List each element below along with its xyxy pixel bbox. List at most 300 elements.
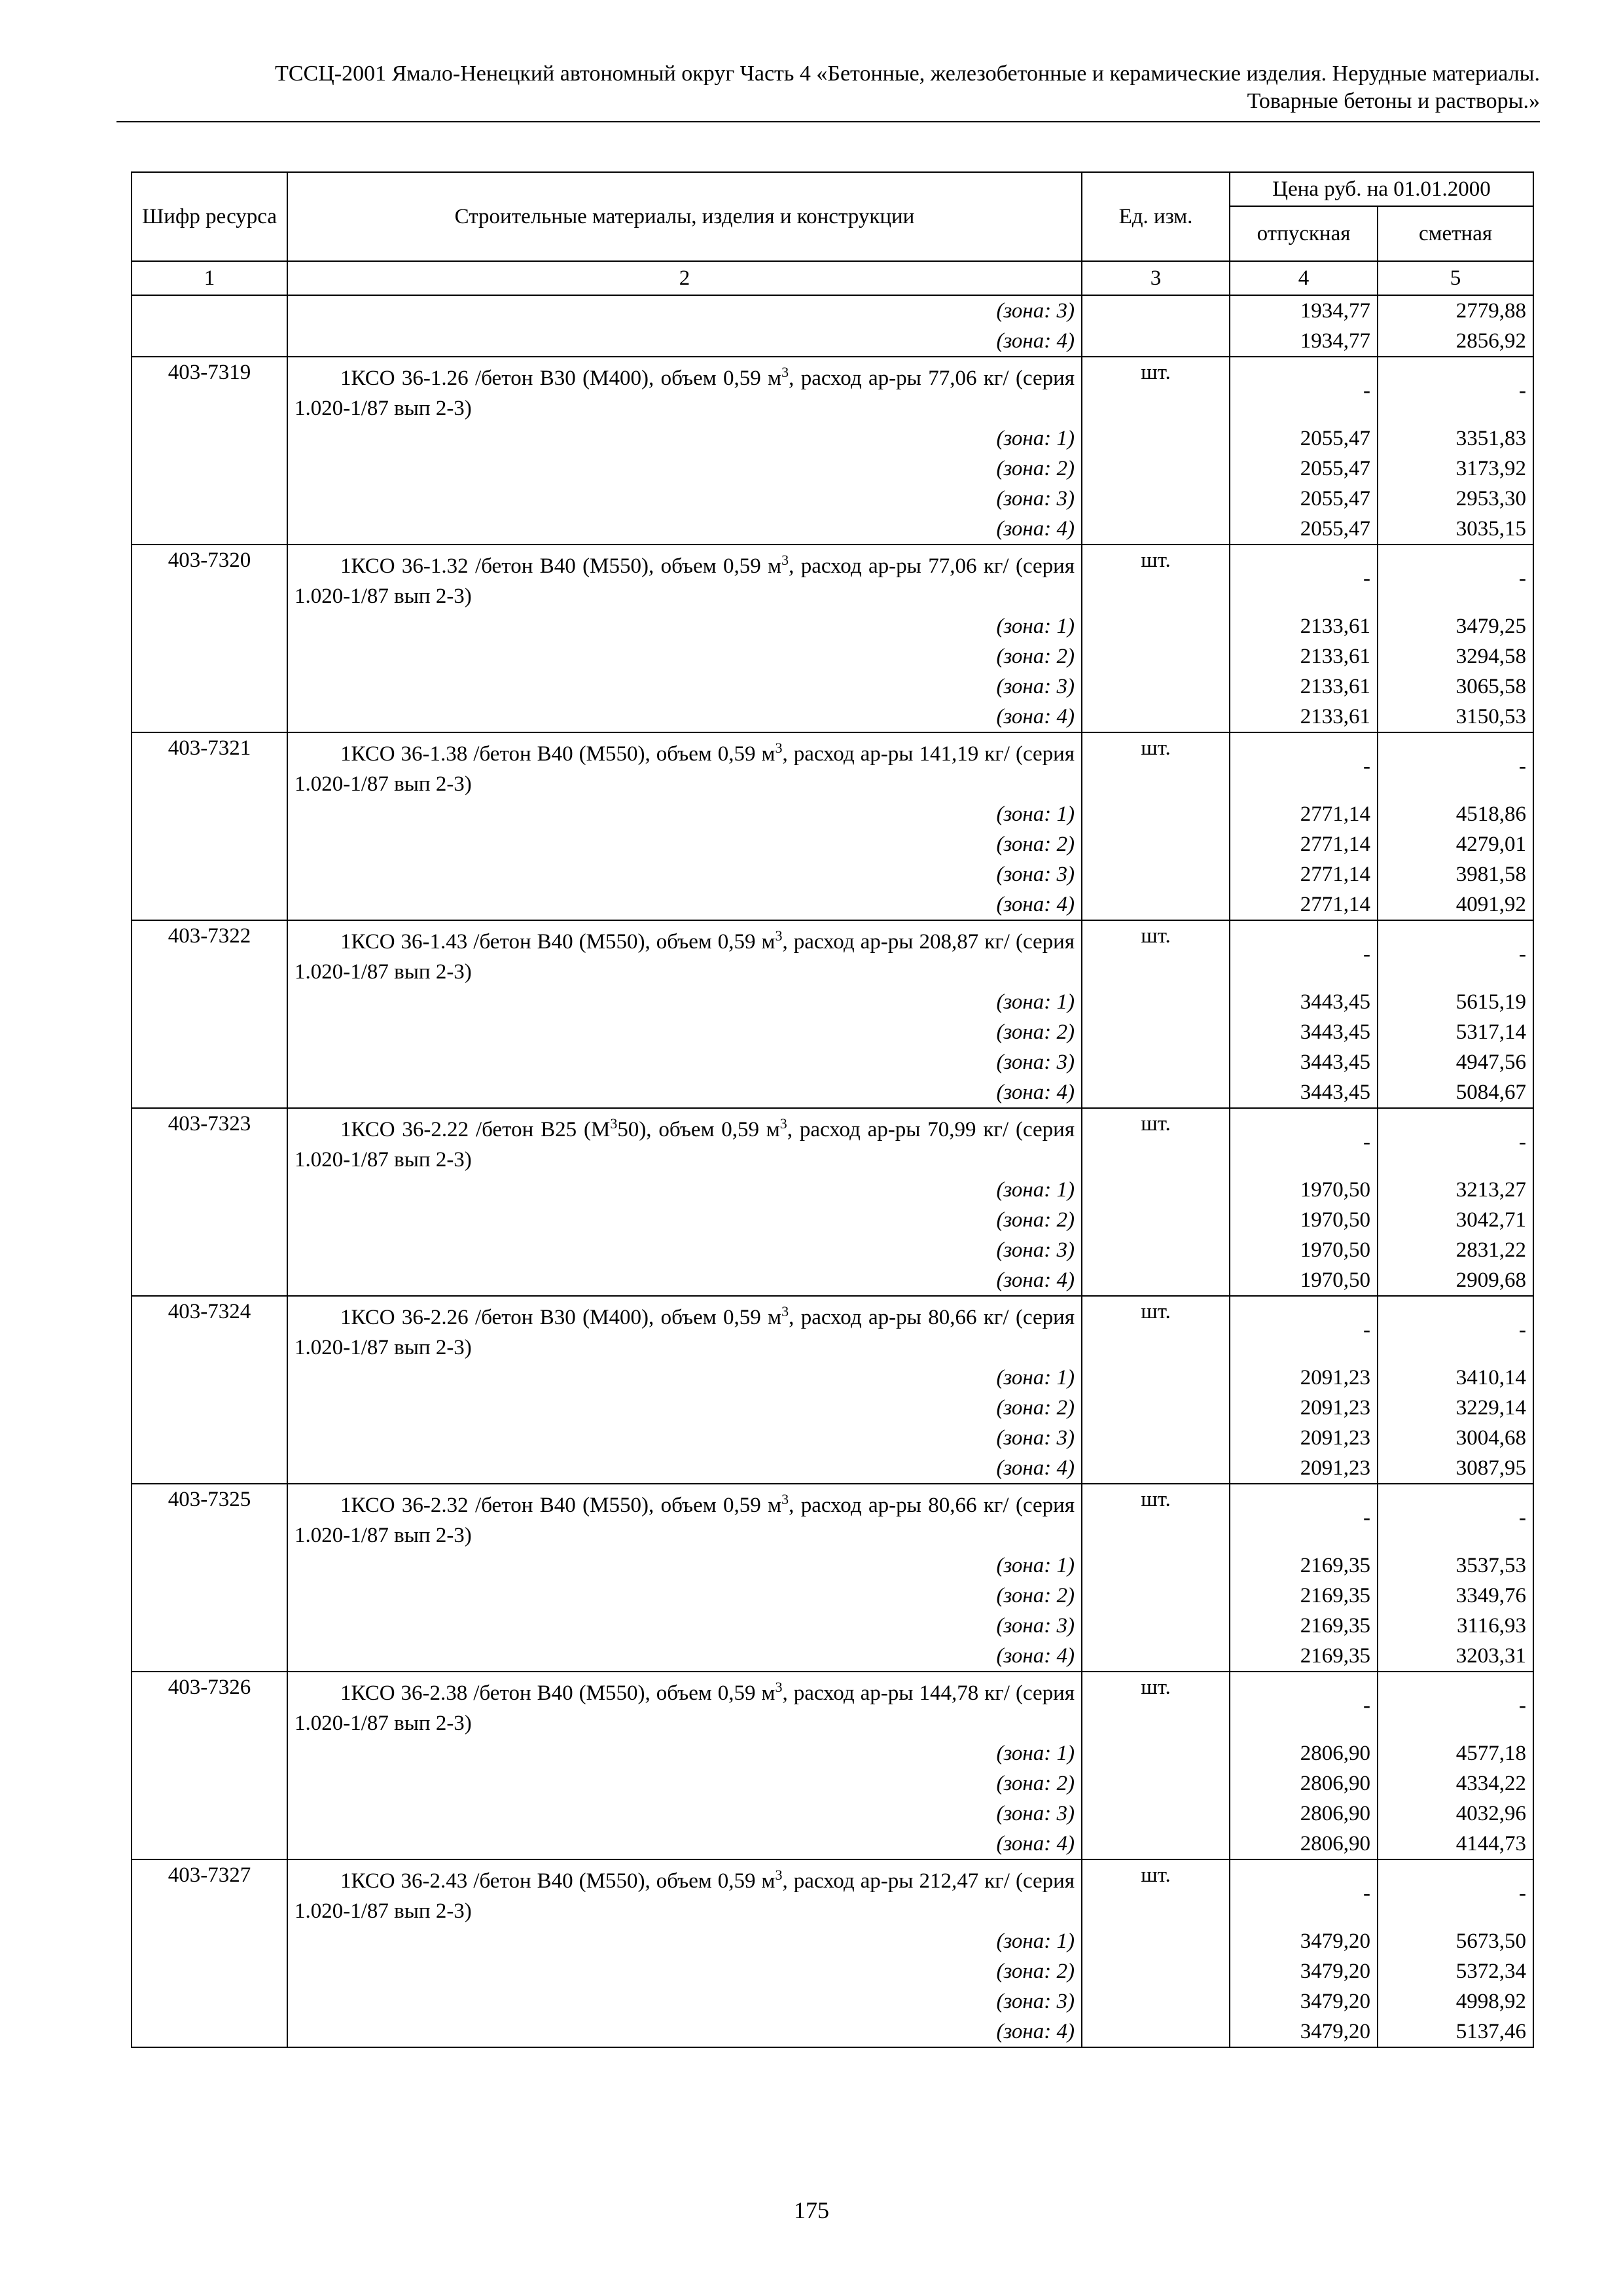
zone-label: (зона: 4) [287,1077,1082,1108]
estimate-price: - [1378,1108,1533,1175]
empty-cell [1082,1581,1230,1611]
resource-code: 403-7321 [132,732,287,799]
resource-row [132,357,1533,423]
estimate-price: 3410,14 [1378,1363,1533,1393]
header-line-1: ТССЦ-2001 Ямало-Ненецкий автономный округ Часть 4 «Бетонные, железобетонные и керамические изделия. Нерудные материалы. [275,62,1540,86]
empty-cell [132,641,287,672]
wholesale-price: 2806,90 [1230,1738,1378,1768]
empty-cell [132,1641,287,1672]
empty-cell [1082,2017,1230,2047]
zone-label: (зона: 3) [287,1799,1082,1829]
empty-cell [1082,1829,1230,1859]
wholesale-price: - [1230,1484,1378,1551]
estimate-price: 3349,76 [1378,1581,1533,1611]
superscript: 3 [775,927,783,944]
zone-row [132,1363,1533,1393]
column-header-wholesale: отпускная [1230,206,1378,261]
zone-row [132,514,1533,545]
page-number: 175 [794,2197,829,2223]
zone-row [132,1235,1533,1265]
empty-cell [132,1768,287,1799]
estimate-price: 4334,22 [1378,1768,1533,1799]
wholesale-price: 2091,23 [1230,1393,1378,1423]
empty-cell [1082,423,1230,454]
zone-row [132,829,1533,859]
estimate-price: - [1378,1484,1533,1551]
wholesale-price: 2055,47 [1230,454,1378,484]
estimate-price: 2856,92 [1378,326,1533,357]
empty-cell [132,1423,287,1453]
header-line-2: Товарные бетоны и растворы.» [1247,89,1540,113]
description-text: , расход ар-ры 70,99 кг/ (серия 1.020-1/87 вып 2-3) [294,1118,1075,1172]
estimate-price: - [1378,1672,1533,1738]
empty-cell [1082,1641,1230,1672]
empty-cell [132,702,287,732]
resource-description [287,1296,1082,1363]
empty-cell [132,1017,287,1047]
empty-cell [132,1453,287,1484]
empty-cell [132,484,287,514]
zone-row [132,672,1533,702]
empty-cell [1082,1363,1230,1393]
empty-cell [1082,1423,1230,1453]
empty-cell [1082,1235,1230,1265]
resource-row [132,1296,1533,1363]
resource-description [287,920,1082,987]
wholesale-price: 1934,77 [1230,295,1378,326]
empty-cell [132,1986,287,2017]
wholesale-price: 2133,61 [1230,641,1378,672]
empty-cell [132,672,287,702]
zone-label: (зона: 1) [287,1363,1082,1393]
empty-cell [1082,672,1230,702]
superscript: 3 [781,364,789,380]
resource-description [287,732,1082,799]
description-text: , расход ар-ры 80,66 кг/ (серия 1.020-1/87 вып 2-3) [294,1494,1075,1547]
empty-cell [1082,1265,1230,1296]
resource-description [287,1484,1082,1551]
wholesale-price: 2133,61 [1230,702,1378,732]
description-text: 1КСО 36-1.26 /бетон В30 (М400), объем 0,59 м [340,367,782,390]
estimate-price: 4144,73 [1378,1829,1533,1859]
empty-cell [1082,514,1230,545]
wholesale-price: 2806,90 [1230,1799,1378,1829]
zone-row [132,611,1533,641]
wholesale-price: 3479,20 [1230,1956,1378,1986]
zone-label: (зона: 1) [287,799,1082,829]
zone-row [132,1799,1533,1829]
zone-row [132,1738,1533,1768]
wholesale-price: - [1230,545,1378,611]
empty-cell [132,1799,287,1829]
wholesale-price: 3479,20 [1230,2017,1378,2047]
superscript: 3 [775,740,783,756]
column-header-code: Шифр ресурса [132,172,287,261]
estimate-price: 3116,93 [1378,1611,1533,1641]
resource-description [287,1859,1082,1926]
empty-cell [1082,859,1230,889]
zone-row [132,1393,1533,1423]
unit: шт. [1082,732,1230,799]
estimate-price: - [1378,920,1533,987]
wholesale-price: - [1230,732,1378,799]
column-header-unit: Ед. изм. [1082,172,1230,261]
superscript: 3 [775,1679,783,1695]
unit: шт. [1082,1672,1230,1738]
estimate-price: 3150,53 [1378,702,1533,732]
zone-row [132,987,1533,1017]
wholesale-price: 2806,90 [1230,1768,1378,1799]
zone-row [132,1768,1533,1799]
wholesale-price: 2091,23 [1230,1423,1378,1453]
empty-cell [132,423,287,454]
empty-cell [1082,799,1230,829]
empty-cell [132,1956,287,1986]
zone-row [132,702,1533,732]
estimate-price: 4518,86 [1378,799,1533,829]
empty-cell [1082,1956,1230,1986]
empty-cell [132,295,287,326]
zone-row [132,641,1533,672]
unit: шт. [1082,545,1230,611]
empty-cell [132,987,287,1017]
zone-label: (зона: 2) [287,829,1082,859]
resource-code: 403-7327 [132,1859,287,1926]
wholesale-price: 3443,45 [1230,1077,1378,1108]
zone-row [132,1423,1533,1453]
empty-cell [1082,1611,1230,1641]
wholesale-price: - [1230,357,1378,423]
resource-row [132,732,1533,799]
description-text: , расход ар-ры 208,87 кг/ (серия 1.020-1/87 вып 2-3) [294,930,1075,984]
description-text: 1КСО 36-2.43 /бетон В40 (М550), объем 0,59 м [340,1869,776,1893]
resource-row [132,1484,1533,1551]
zone-row [132,889,1533,920]
zone-row [132,799,1533,829]
zone-row [132,1956,1533,1986]
estimate-price: - [1378,357,1533,423]
description-text: 1КСО 36-1.38 /бетон В40 (М550), объем 0,59 м [340,742,776,766]
resource-description [287,545,1082,611]
description-text: , расход ар-ры 80,66 кг/ (серия 1.020-1/87 вып 2-3) [294,1306,1075,1359]
resource-description [287,1672,1082,1738]
empty-cell [132,454,287,484]
wholesale-price: - [1230,1859,1378,1926]
column-number: 2 [287,261,1082,295]
wholesale-price: 2169,35 [1230,1611,1378,1641]
estimate-price: 3203,31 [1378,1641,1533,1672]
resource-code: 403-7325 [132,1484,287,1551]
description-text: 1КСО 36-2.32 /бетон В40 (М550), объем 0,59 м [340,1494,782,1517]
wholesale-price: 2055,47 [1230,484,1378,514]
estimate-price: - [1378,1296,1533,1363]
empty-cell [1082,1799,1230,1829]
estimate-price: 2953,30 [1378,484,1533,514]
estimate-price: 3229,14 [1378,1393,1533,1423]
wholesale-price: 3443,45 [1230,987,1378,1017]
unit: шт. [1082,1859,1230,1926]
empty-cell [132,889,287,920]
empty-cell [132,1738,287,1768]
column-number: 5 [1378,261,1533,295]
unit: шт. [1082,357,1230,423]
empty-cell [132,1363,287,1393]
estimate-price: 3087,95 [1378,1453,1533,1484]
zone-label: (зона: 4) [287,889,1082,920]
resource-code: 403-7319 [132,357,287,423]
unit: шт. [1082,1108,1230,1175]
zone-label: (зона: 2) [287,454,1082,484]
zone-label: (зона: 3) [287,859,1082,889]
wholesale-price: 1970,50 [1230,1175,1378,1205]
description-text: 50), объем 0,59 м [617,1118,780,1141]
zone-label: (зона: 1) [287,1551,1082,1581]
empty-cell [132,1047,287,1077]
description-text: , расход ар-ры 144,78 кг/ (серия 1.020-1/87 вып 2-3) [294,1681,1075,1735]
superscript: 3 [779,1115,787,1132]
zone-label: (зона: 3) [287,1235,1082,1265]
estimate-price: 3479,25 [1378,611,1533,641]
resource-row [132,1859,1533,1926]
empty-cell [1082,1926,1230,1956]
zone-label: (зона: 4) [287,1829,1082,1859]
wholesale-price: 3443,45 [1230,1017,1378,1047]
wholesale-price: 1934,77 [1230,326,1378,357]
empty-cell [1082,702,1230,732]
empty-cell [132,829,287,859]
wholesale-price: 2169,35 [1230,1551,1378,1581]
column-number: 4 [1230,261,1378,295]
empty-cell [132,1581,287,1611]
estimate-price: - [1378,1859,1533,1926]
estimate-price: 3035,15 [1378,514,1533,545]
estimate-price: 4091,92 [1378,889,1533,920]
estimate-price: 3004,68 [1378,1423,1533,1453]
empty-cell [1082,1768,1230,1799]
estimate-price: 5372,34 [1378,1956,1533,1986]
column-number: 1 [132,261,287,295]
zone-label: (зона: 4) [287,326,1082,357]
empty-cell [1082,1738,1230,1768]
estimate-price: 2831,22 [1378,1235,1533,1265]
empty-cell [1082,1393,1230,1423]
empty-cell [1082,1453,1230,1484]
zone-row [132,1077,1533,1108]
zone-row [132,1175,1533,1205]
wholesale-price: - [1230,1296,1378,1363]
description-text: 1КСО 36-1.32 /бетон В40 (М550), объем 0,59 м [340,554,782,578]
empty-cell [132,1265,287,1296]
table-header [132,172,1533,295]
zone-row [132,1581,1533,1611]
estimate-price: 2909,68 [1378,1265,1533,1296]
empty-cell [132,514,287,545]
zone-label: (зона: 4) [287,702,1082,732]
zone-row [132,1641,1533,1672]
wholesale-price: - [1230,1108,1378,1175]
zone-row [132,1986,1533,2017]
empty-cell [132,1551,287,1581]
resource-description [287,1108,1082,1175]
zone-row [132,295,1533,326]
description-text: 1КСО 36-2.38 /бетон В40 (М550), объем 0,59 м [340,1681,776,1705]
resource-code: 403-7324 [132,1296,287,1363]
estimate-price: 3042,71 [1378,1205,1533,1235]
resource-description [287,357,1082,423]
empty-cell [1082,1017,1230,1047]
column-number: 3 [1082,261,1230,295]
empty-cell [1082,987,1230,1017]
estimate-price: 2779,88 [1378,295,1533,326]
zone-label: (зона: 4) [287,514,1082,545]
empty-cell [132,1611,287,1641]
description-text: 1КСО 36-1.43 /бетон В40 (М550), объем 0,59 м [340,930,776,954]
column-header-estimate: сметная [1378,206,1533,261]
unit: шт. [1082,920,1230,987]
resource-code: 403-7320 [132,545,287,611]
estimate-price: 3981,58 [1378,859,1533,889]
empty-cell [1082,1175,1230,1205]
wholesale-price: 1970,50 [1230,1235,1378,1265]
estimate-price: 4279,01 [1378,829,1533,859]
zone-label: (зона: 2) [287,641,1082,672]
empty-cell [132,1829,287,1859]
zone-label: (зона: 1) [287,1175,1082,1205]
description-text: 1КСО 36-2.26 /бетон В30 (М400), объем 0,59 м [340,1306,782,1329]
wholesale-price: 1970,50 [1230,1205,1378,1235]
superscript: 3 [781,552,789,568]
empty-cell [1082,1551,1230,1581]
zone-label: (зона: 2) [287,1205,1082,1235]
zone-label: (зона: 2) [287,1393,1082,1423]
zone-row [132,484,1533,514]
wholesale-price: 1970,50 [1230,1265,1378,1296]
estimate-price: 5615,19 [1378,987,1533,1017]
zone-label: (зона: 1) [287,987,1082,1017]
estimate-price: 5673,50 [1378,1926,1533,1956]
wholesale-price: 2055,47 [1230,423,1378,454]
wholesale-price: 2133,61 [1230,611,1378,641]
unit: шт. [1082,1484,1230,1551]
empty-cell [1082,889,1230,920]
zone-row [132,1551,1533,1581]
wholesale-price: 2771,14 [1230,799,1378,829]
estimate-price: 4032,96 [1378,1799,1533,1829]
zone-label: (зона: 1) [287,1738,1082,1768]
resource-row [132,545,1533,611]
page-header [116,60,1540,115]
zone-label: (зона: 4) [287,1453,1082,1484]
resource-code: 403-7323 [132,1108,287,1175]
estimate-price: 3213,27 [1378,1175,1533,1205]
wholesale-price: 3479,20 [1230,1926,1378,1956]
column-header-price: Цена руб. на 01.01.2000 [1230,172,1533,206]
table-body [132,295,1533,2047]
zone-row [132,2017,1533,2047]
wholesale-price: 2133,61 [1230,672,1378,702]
empty-cell [132,611,287,641]
empty-cell [1082,484,1230,514]
empty-cell [132,1077,287,1108]
empty-cell [132,1393,287,1423]
header-divider [116,121,1540,122]
zone-row [132,1265,1533,1296]
zone-label: (зона: 2) [287,1017,1082,1047]
empty-cell [132,1205,287,1235]
wholesale-price: 2169,35 [1230,1641,1378,1672]
wholesale-price: 2771,14 [1230,859,1378,889]
superscript: 3 [781,1491,789,1507]
zone-row [132,1205,1533,1235]
empty-cell [132,326,287,357]
superscript: 3 [775,1867,783,1883]
wholesale-price: 2771,14 [1230,829,1378,859]
empty-cell [1082,1986,1230,2017]
zone-label: (зона: 3) [287,1423,1082,1453]
wholesale-price: - [1230,920,1378,987]
empty-cell [132,859,287,889]
estimate-price: 3537,53 [1378,1551,1533,1581]
zone-row [132,1926,1533,1956]
empty-cell [1082,611,1230,641]
empty-cell [1082,1205,1230,1235]
zone-label: (зона: 2) [287,1768,1082,1799]
empty-cell [1082,295,1230,326]
wholesale-price: - [1230,1672,1378,1738]
wholesale-price: 2169,35 [1230,1581,1378,1611]
zone-label: (зона: 3) [287,1611,1082,1641]
estimate-price: 3351,83 [1378,423,1533,454]
empty-cell [1082,1077,1230,1108]
price-table [131,171,1534,2048]
empty-cell [132,799,287,829]
zone-label: (зона: 3) [287,672,1082,702]
zone-row [132,326,1533,357]
zone-row [132,1829,1533,1859]
zone-label: (зона: 1) [287,1926,1082,1956]
empty-cell [132,1926,287,1956]
empty-cell [1082,326,1230,357]
estimate-price: 5137,46 [1378,2017,1533,2047]
zone-row [132,454,1533,484]
wholesale-price: 2771,14 [1230,889,1378,920]
wholesale-price: 3443,45 [1230,1047,1378,1077]
empty-cell [1082,829,1230,859]
description-text: , расход ар-ры 141,19 кг/ (серия 1.020-1/87 вып 2-3) [294,742,1075,796]
resource-row [132,920,1533,987]
description-text: , расход ар-ры 77,06 кг/ (серия 1.020-1/87 вып 2-3) [294,367,1075,420]
column-header-name: Строительные материалы, изделия и конструкции [287,172,1082,261]
unit: шт. [1082,1296,1230,1363]
description-text: , расход ар-ры 77,06 кг/ (серия 1.020-1/87 вып 2-3) [294,554,1075,608]
superscript: 3 [781,1303,789,1319]
zone-label: (зона: 4) [287,1265,1082,1296]
superscript: 3 [610,1115,618,1132]
zone-label: (зона: 3) [287,1986,1082,2017]
empty-cell [132,1235,287,1265]
estimate-price: - [1378,732,1533,799]
zone-label: (зона: 4) [287,2017,1082,2047]
estimate-price: 4947,56 [1378,1047,1533,1077]
empty-cell [132,2017,287,2047]
zone-label: (зона: 3) [287,1047,1082,1077]
wholesale-price: 2091,23 [1230,1453,1378,1484]
zone-row [132,423,1533,454]
zone-label: (зона: 3) [287,484,1082,514]
estimate-price: 5317,14 [1378,1017,1533,1047]
resource-row [132,1672,1533,1738]
resource-row [132,1108,1533,1175]
